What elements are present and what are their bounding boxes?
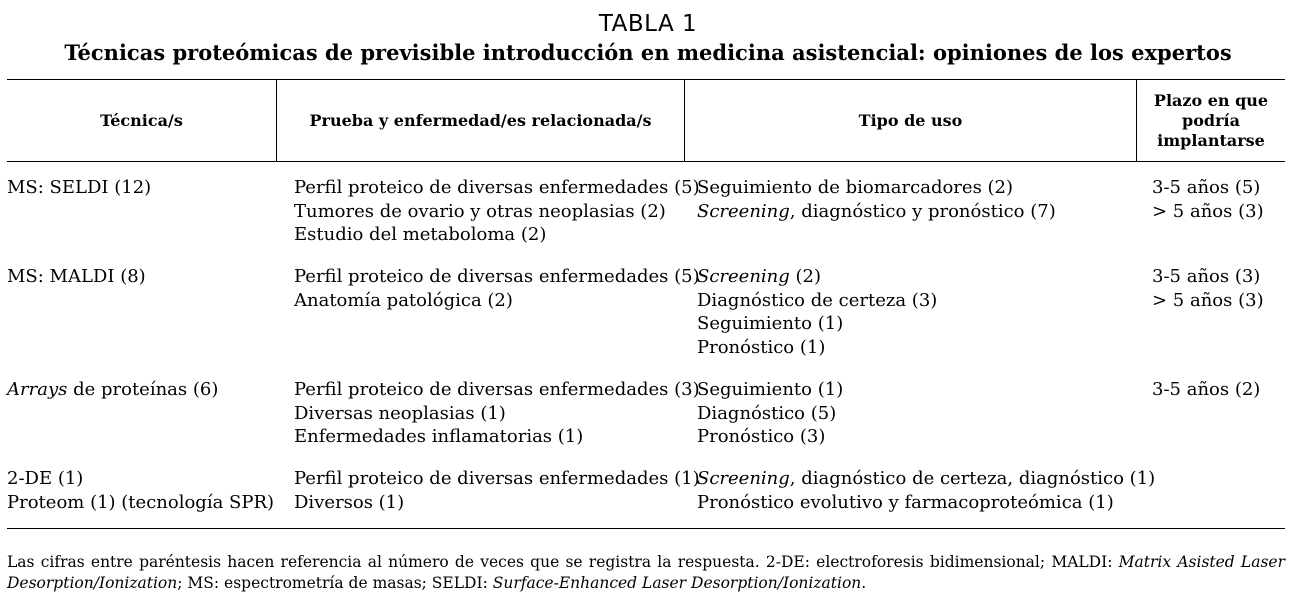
- cell-line: Diagnóstico (5): [697, 402, 837, 424]
- cell-line: Tumores de ovario y otras neoplasias (2): [294, 200, 666, 222]
- cell-line: Seguimiento (1): [697, 313, 844, 334]
- footnote-run: .: [861, 574, 867, 592]
- cell-line: MS: MALDI (8): [7, 266, 146, 287]
- footnote-run: Matrix Asisted Laser Desorption/Ionization: [7, 553, 1286, 592]
- cell-line: Estudio del metaboloma (2): [294, 224, 547, 245]
- header-prueba: Prueba y enfermedad/es relacionada/s: [309, 110, 652, 130]
- table-footnote: [7, 552, 1285, 594]
- header-plazo: Plazo en que podría implantarse: [1153, 90, 1269, 150]
- cell-plazo: [1152, 378, 1260, 402]
- table-title: Técnicas proteómicas de previsible introducción en medicina asistencial: opiniones de los expertos: [64, 40, 1232, 65]
- cell-line: Diversas neoplasias (1): [294, 402, 506, 424]
- cell-line: Screening, diagnóstico y pronóstico (7): [697, 200, 1056, 222]
- cell-line: 2-DE (1): [7, 468, 84, 489]
- cell-line: Perfil proteico de diversas enfermedades (1): [294, 468, 700, 489]
- cell-line: 3-5 años (2): [1152, 379, 1261, 400]
- cell-prueba: [294, 265, 700, 312]
- cell-line: Screening (2): [697, 266, 822, 287]
- cell-line: Diagnóstico de certeza (3): [697, 289, 938, 311]
- cell-line: Pronóstico (1): [697, 336, 826, 358]
- cell-tecnica: [7, 378, 218, 402]
- header-tecnica: Técnica/s: [100, 110, 183, 130]
- cell-uso: [697, 378, 843, 449]
- cell-uso: [697, 176, 1056, 223]
- cell-line: Enfermedades inflamatorias (1): [294, 426, 584, 447]
- cell-prueba: [294, 378, 700, 449]
- cell-line: Arrays de proteínas (6): [7, 379, 219, 400]
- cell-plazo: [1152, 265, 1264, 312]
- cell-tecnica: [7, 467, 274, 514]
- cell-line: > 5 años (3): [1152, 200, 1264, 222]
- header-uso: Tipo de uso: [858, 110, 963, 130]
- cell-line: 3-5 años (3): [1152, 266, 1261, 287]
- cell-line: 3-5 años (5): [1152, 177, 1261, 198]
- cell-line: Perfil proteico de diversas enfermedades (5): [294, 266, 700, 287]
- cell-line: Screening, diagnóstico de certeza, diagnóstico (1): [697, 468, 1156, 489]
- bottom-rule: [7, 528, 1285, 529]
- cell-plazo: [1152, 176, 1264, 223]
- cell-line: Proteom (1) (tecnología SPR): [7, 491, 275, 513]
- cell-line: > 5 años (3): [1152, 289, 1264, 311]
- cell-line: Pronóstico evolutivo y farmacoproteómica (1): [697, 491, 1114, 513]
- cell-line: Seguimiento (1): [697, 379, 844, 400]
- footnote-run: Surface-Enhanced Laser Desorption/Ionization: [492, 574, 862, 592]
- cell-line: Seguimiento de biomarcadores (2): [697, 177, 1014, 198]
- footnote-run: ; MS: espectrometría de masas; SELDI:: [177, 574, 493, 592]
- cell-uso: [697, 467, 1155, 514]
- cell-tecnica: [7, 176, 151, 200]
- header-rule: [7, 161, 1285, 162]
- cell-line: MS: SELDI (12): [7, 177, 152, 198]
- cell-tecnica: [7, 265, 146, 289]
- footnote-run: Las cifras entre paréntesis hacen referencia al número de veces que se registra la respuesta. 2-DE: electroforesis bidimensional; MALDI:: [7, 553, 1119, 571]
- cell-prueba: [294, 467, 700, 514]
- cell-line: Perfil proteico de diversas enfermedades (3): [294, 379, 700, 400]
- cell-line: Anatomía patológica (2): [294, 289, 513, 311]
- cell-prueba: [294, 176, 700, 247]
- cell-line: Diversos (1): [294, 491, 405, 513]
- cell-uso: [697, 265, 937, 359]
- cell-line: Pronóstico (3): [697, 426, 826, 447]
- table-label: TABLA 1: [598, 11, 698, 37]
- cell-line: Perfil proteico de diversas enfermedades (5): [294, 177, 700, 198]
